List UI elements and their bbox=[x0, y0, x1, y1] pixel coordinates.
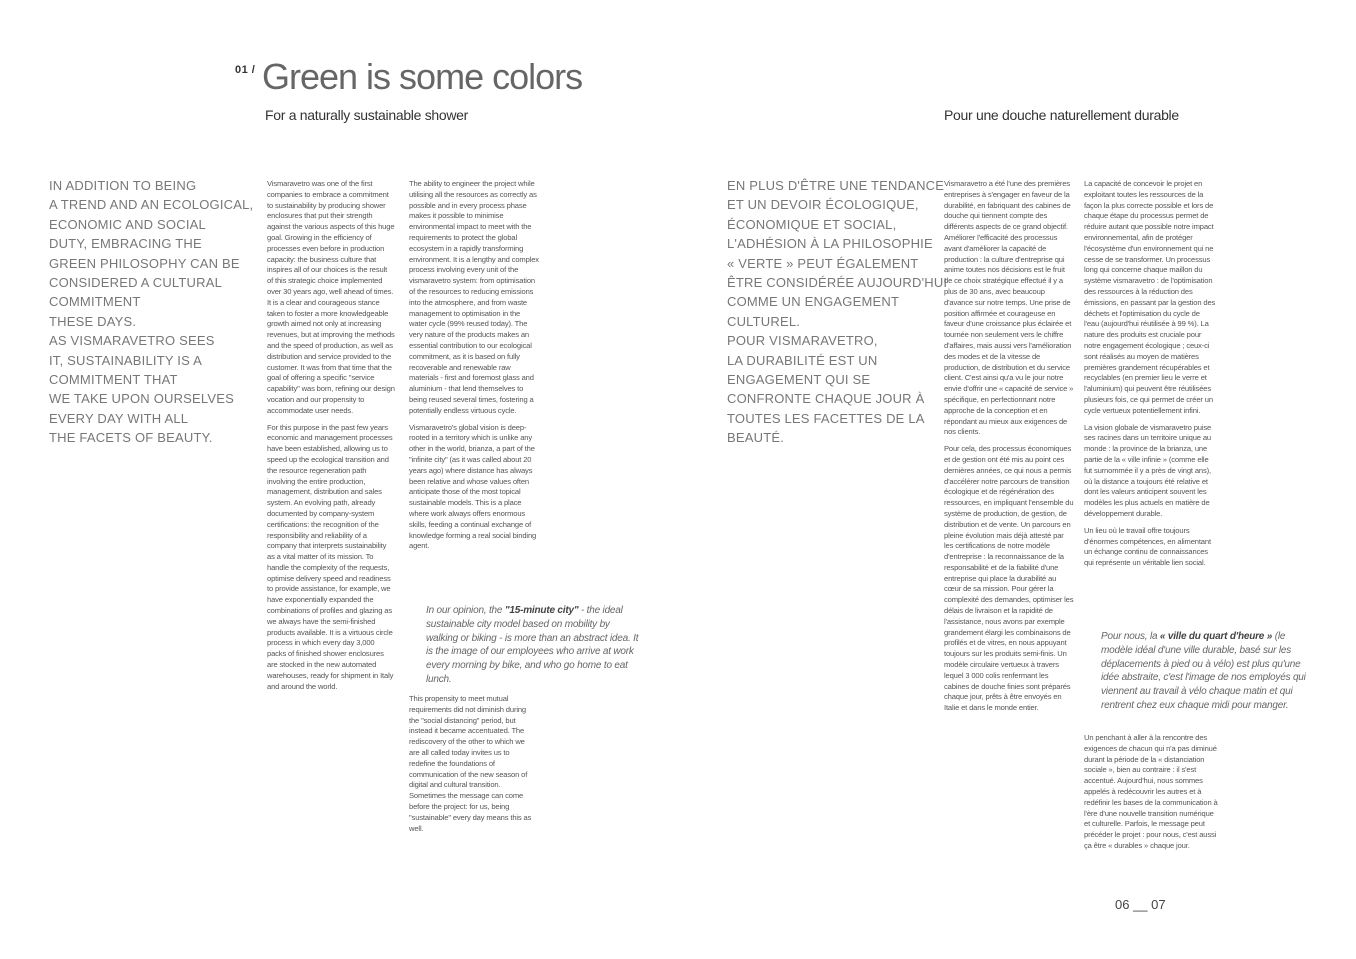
body-paragraph-after-quote-english: This propensity to meet mutual requirements did not diminish during the "social distancing" period, but instead it became accentuated. The rediscovery of the other to which we are all called today invites us to redefine the foundations of communication of the new season of digital and cultural transition. Sometimes the message can come before the project: for us, being "sustainable" every day means this as well. bbox=[409, 694, 532, 833]
lead-line: GREEN PHILOSOPHY CAN BE bbox=[49, 255, 240, 271]
lead-line: IT, SUSTAINABILITY IS A bbox=[49, 352, 202, 368]
lead-line: LA DURABILITÉ EST UN bbox=[727, 352, 878, 368]
lead-line: DUTY, EMBRACING THE bbox=[49, 236, 202, 252]
quote-text: In our opinion, the bbox=[426, 605, 505, 616]
subtitle-french: Pour une douche naturellement durable bbox=[944, 107, 1179, 123]
quote-text: - the ideal sustainable city model based on mobility by walking or biking - is more than an abstract idea. It is the image of our employees who arrive at work every morning by bike, and who go home to eat lunch. bbox=[426, 605, 639, 685]
page-number: 06 __ 07 bbox=[1115, 897, 1166, 912]
lead-line: CONFRONTE CHAQUE JOUR À bbox=[727, 391, 925, 407]
body-paragraph: Un lieu où le travail offre toujours d'énormes compétences, en alimentant un échange continu de connaissances qui représente un véritable lien social. bbox=[1084, 525, 1211, 568]
subtitle-english: For a naturally sustainable shower bbox=[265, 107, 469, 123]
lead-line: CULTUREL. bbox=[727, 313, 801, 329]
body-paragraph: Vismaravetro a été l'une des premières entreprises à s'engager en faveur de la durabilité, en fabriquant des cabines de douche qui tiennent compte des différents aspects de ce grand objectif. Améliorer l'efficacité des processus avant d'améliorer la capacité de production : la culture d'entreprise qui anime toutes nos décisions est le fruit de ce choix stratégique effectué il y a plus de 30 ans, avec beaucoup d'avance sur notre temps. Une prise de position affirmée et courageuse en faveur d'une croissance plus éclairée et tournée non seulement vers le chiffre d'affaires, mais aussi vers l'amélioration des modes et de la vitesse de production, de distribution et du service client. C'est ainsi qu'a vu le jour notre envie d'offrir une « capacité de service » spécifique, en perfectionnant notre approche de la conception et en répondant au mieux aux exigences de nos clients. bbox=[944, 179, 1074, 437]
lead-line: EN PLUS D'ÊTRE UNE TENDANCE bbox=[727, 178, 945, 193]
section-number: 01 / bbox=[235, 64, 256, 76]
pull-quote-english bbox=[426, 604, 641, 687]
lead-line: EVERY DAY WITH ALL bbox=[49, 410, 189, 426]
lead-line: TOUTES LES FACETTES DE LA bbox=[727, 410, 925, 426]
body-paragraph-after-quote-french: Un penchant à aller à la rencontre des exigences de chacun qui n'a pas diminué durant la période de la « distanciation sociale », bien au contraire : il s'est accentué. Aujourd'hui, nous sommes appelés à redécouvrir les autres et à redéfinir les bases de la communication à l'ère d'une nouvelle transition numérique et culturelle. Parfois, le message peut précéder le projet : pour nous, c'est aussi ça être « durables » chaque jour. bbox=[1084, 733, 1218, 850]
quote-text: (le modèle idéal d'une ville durable, basé sur les déplacements à pied ou à vélo) est plus qu'une idée abstraite, c'est l'image de nos employés qui viennent au travail à vélo chaque matin et qui rentrent chez eux chaque midi pour manger. bbox=[1101, 631, 1306, 711]
lead-line: AS VISMARAVETRO SEES bbox=[49, 333, 215, 349]
body-paragraph: La capacité de concevoir le projet en exploitant toutes les ressources de la façon la plus correcte possible et lors de chaque étape du processus permet de réduire autant que possible notre impact environnemental, afin de protéger l'écosystème d'un environnement qui ne cesse de se transformer. Un processus long qui concerne chaque maillon du système vismaravetro : de l'optimisation des ressources à la réduction des émissions, en passant par la gestion des déchets et l'optimisation du cycle de l'eau (aujourd'hui réutilisée à 99 %). La nature des produits est cruciale pour notre engagement écologique ; ceux-ci sont réalisés au moyen de matières premières grandement récupérables et recyclables (en premier lieu le verre et l'aluminium) qui peuvent être réutilisées plusieurs fois, ce qui permet de créer un cycle vertueux potentiellement infini. bbox=[1084, 179, 1216, 415]
lead-line: L'ADHÉSION À LA PHILOSOPHIE bbox=[727, 236, 933, 252]
quote-emphasis: « ville du quart d'heure » bbox=[1159, 631, 1273, 642]
body-column-french-1 bbox=[944, 179, 1074, 720]
lead-line: COMMITMENT bbox=[49, 294, 141, 310]
lead-line: BEAUTÉ. bbox=[727, 430, 785, 446]
lead-line: « VERTE » PEUT ÉGALEMENT bbox=[727, 255, 919, 271]
lead-line: ÊTRE CONSIDÉRÉE AUJOURD'HUI bbox=[727, 275, 948, 291]
lead-line: ET UN DEVOIR ÉCOLOGIQUE, bbox=[727, 197, 919, 213]
lead-line: COMMITMENT THAT bbox=[49, 372, 178, 388]
body-paragraph: The ability to engineer the project while utilising all the resources as correctly as possible and in every process phase makes it possible to minimise environmental impact to meet with the requirements to protect the global ecosystem in a rapidly transforming environment. It is a lengthy and complex process involving every unit of the vismaravetro system: from optimisation of the resources to reducing emissions into the atmosphere, and from waste management to optimisation in the water cycle (99% reused today). The very nature of the products makes an essential contribution to our ecological commitment, as it is based on fully recoverable and renewable raw materials - first and foremost glass and aluminium - that lend themselves to being reused several times, fostering a potentially endless virtuous cycle. bbox=[409, 179, 539, 415]
body-column-english-2 bbox=[409, 179, 539, 558]
lead-line: ECONOMIC AND SOCIAL bbox=[49, 216, 206, 232]
body-paragraph: Vismaravetro was one of the first companies to embrace a commitment to sustainability by producing shower enclosures that put their strength against the various aspects of this huge goal. Growing in the efficiency of processes even before in production capacity: the business culture that inspires all of our choices is the result of this strategic choice implemented over 30 years ago, well ahead of times. It is a clear and courageous stance taken to foster a more knowledgeable growth aimed not only at increasing revenues, but at improving the methods and the speed of production, as well as distribution and service provided to the customer. It was from that time that the goal of offering a specific "service capability" was born, refining our design vocation and our propensity to accommodate user needs. bbox=[267, 179, 395, 415]
lead-line: ENGAGEMENT QUI SE bbox=[727, 372, 871, 388]
lead-text-english bbox=[49, 176, 254, 448]
body-column-english-1 bbox=[267, 179, 395, 698]
quote-emphasis: "15-minute city" bbox=[504, 605, 579, 616]
body-paragraph: La vision globale de vismaravetro puise ses racines dans un territoire unique au monde : la province de la brianza, une partie de la « ville infinie » (comme elle fut surnommée il y a près de vingt ans), où la distance a toujours été relative et dont les valeurs anticipent souvent les modèles les plus actuels en matière de développement durable. bbox=[1084, 422, 1212, 518]
lead-line: CONSIDERED A CULTURAL bbox=[49, 275, 222, 291]
lead-line: THE FACETS OF BEAUTY. bbox=[49, 430, 213, 446]
lead-text-french bbox=[727, 176, 948, 448]
lead-line: POUR VISMARAVETRO, bbox=[727, 333, 878, 349]
lead-line: THESE DAYS. bbox=[49, 313, 137, 329]
body-paragraph: For this purpose in the past few years economic and management processes have been established, allowing us to speed up the ecological transition and the resource regeneration path involving the entire production, management, distribution and sales system. An evolving path, already documented by company-system certifications: the recognition of the responsibility and reliability of a company that interprets sustainability as a vital matter of its mission. To handle the complexity of the requests, optimise delivery speed and readiness to provide assistance, for example, we have exponentially expanded the combinations of profiles and glazing as we always have the semi-finished products available. It is a virtuous circle process in which every day 3,000 packs of finished shower enclosures are stocked in the new automated warehouses, ready for shipment in Italy and around the world. bbox=[267, 422, 394, 691]
lead-line: A TREND AND AN ECOLOGICAL, bbox=[49, 197, 254, 213]
page-title: Green is some colors bbox=[262, 56, 583, 97]
body-paragraph: Pour cela, des processus économiques et de gestion ont été mis au point ces dernières années, ce qui nous a permis d'accélérer notre parcours de transition écologique et de régénération des ressources, en impliquant l'ensemble du système de production, de gestion, de distribution et de vente. Un parcours en pleine évolution mais déjà attesté par les certifications de notre modèle d'entreprise : la reconnaissance de la responsabilité et de la fiabilité d'une entreprise qui place la durabilité au cœur de sa mission. Pour gérer la complexité des demandes, optimiser les délais de livraison et la rapidité de l'assistance, nous avons par exemple grandement élargi les combinaisons de profilés et de vitres, en nous appuyant toujours sur les produits semi-finis. Un modèle circulaire vertueux à travers lequel 3 000 colis renfermant les cabines de douche finies sont préparés chaque jour, prêts à être envoyés en Italie et dans le monde entier. bbox=[944, 444, 1074, 713]
lead-line: WE TAKE UPON OURSELVES bbox=[49, 391, 234, 407]
lead-line: COMME UN ENGAGEMENT bbox=[727, 294, 900, 310]
pull-quote-french bbox=[1101, 630, 1311, 713]
quote-text: Pour nous, la bbox=[1101, 631, 1160, 642]
lead-line: IN ADDITION TO BEING bbox=[49, 178, 197, 193]
body-column-french-2 bbox=[1084, 179, 1216, 575]
lead-line: ÉCONOMIQUE ET SOCIAL, bbox=[727, 216, 897, 232]
body-paragraph: Vismaravetro's global vision is deep-rooted in a territory which is unlike any other in the world, brianza, a part of the "infinite city" (as it was called about 20 years ago) where distance has always been relative and whose values often anticipate those of the most topical sustainable models. This is a place where work always offers enormous skills, feeding a continual exchange of knowledge forming a real social binding agent. bbox=[409, 422, 537, 551]
